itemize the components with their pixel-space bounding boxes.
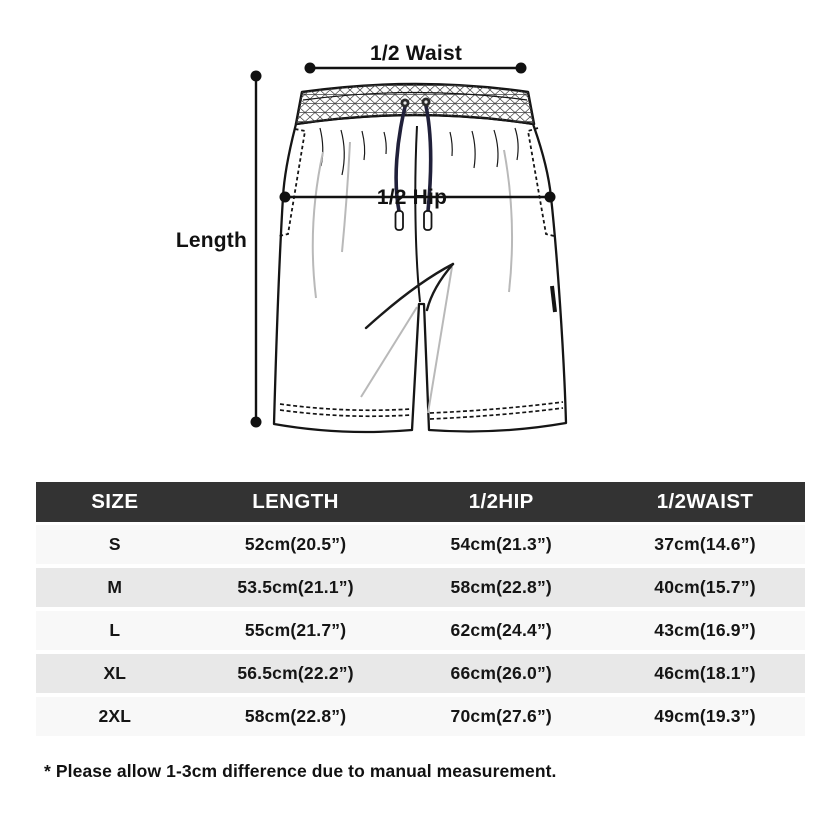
size-cell: XL — [103, 663, 127, 683]
size-table — [36, 482, 805, 740]
header-size: SIZE — [91, 490, 139, 513]
length-cell: 53.5cm(21.1”) — [237, 577, 354, 597]
table-row-xl — [36, 654, 805, 693]
table-row-2xl — [36, 697, 805, 736]
hip-cell: 62cm(24.4”) — [450, 620, 552, 640]
left-aglet — [396, 211, 404, 230]
table-row-l — [36, 611, 805, 650]
shorts-body — [274, 115, 566, 432]
waist-cell: 43cm(16.9”) — [654, 620, 756, 640]
header-waist: 1/2WAIST — [656, 490, 754, 513]
table-row-m — [36, 568, 805, 607]
length-cell: 55cm(21.7”) — [244, 620, 347, 640]
size-table-header — [36, 482, 805, 522]
hip-cell: 54cm(21.3”) — [450, 534, 552, 554]
hip-cell: 58cm(22.8”) — [450, 577, 552, 597]
size-cell: M — [107, 577, 123, 597]
waist-cell: 49cm(19.3”) — [654, 706, 756, 726]
length-cell: 52cm(20.5”) — [244, 534, 347, 554]
length-measure-line — [176, 71, 262, 428]
right-aglet — [424, 211, 432, 230]
length-cell: 58cm(22.8”) — [244, 706, 347, 726]
length-cell: 56.5cm(22.2”) — [237, 663, 354, 683]
header-length: LENGTH — [252, 490, 339, 513]
table-row-s — [36, 525, 805, 564]
waist-label: 1/2 Waist — [369, 42, 463, 65]
waist-cell: 46cm(18.1”) — [654, 663, 756, 683]
size-table-body — [36, 525, 805, 736]
header-hip: 1/2HIP — [468, 490, 534, 513]
size-cell: S — [108, 534, 121, 554]
hip-cell: 70cm(27.6”) — [450, 706, 552, 726]
hip-cell: 66cm(26.0”) — [450, 663, 552, 683]
waist-cell: 40cm(15.7”) — [654, 577, 756, 597]
size-cell: L — [109, 620, 121, 640]
waist-cell: 37cm(14.6”) — [654, 534, 756, 554]
waist-measure-line — [305, 42, 527, 74]
hip-label: 1/2 Hip — [376, 186, 448, 209]
size-cell: 2XL — [98, 706, 132, 726]
measurement-disclaimer: * Please allow 1-3cm difference due to manual measurement. — [44, 761, 557, 781]
length-label: Length — [175, 229, 247, 252]
